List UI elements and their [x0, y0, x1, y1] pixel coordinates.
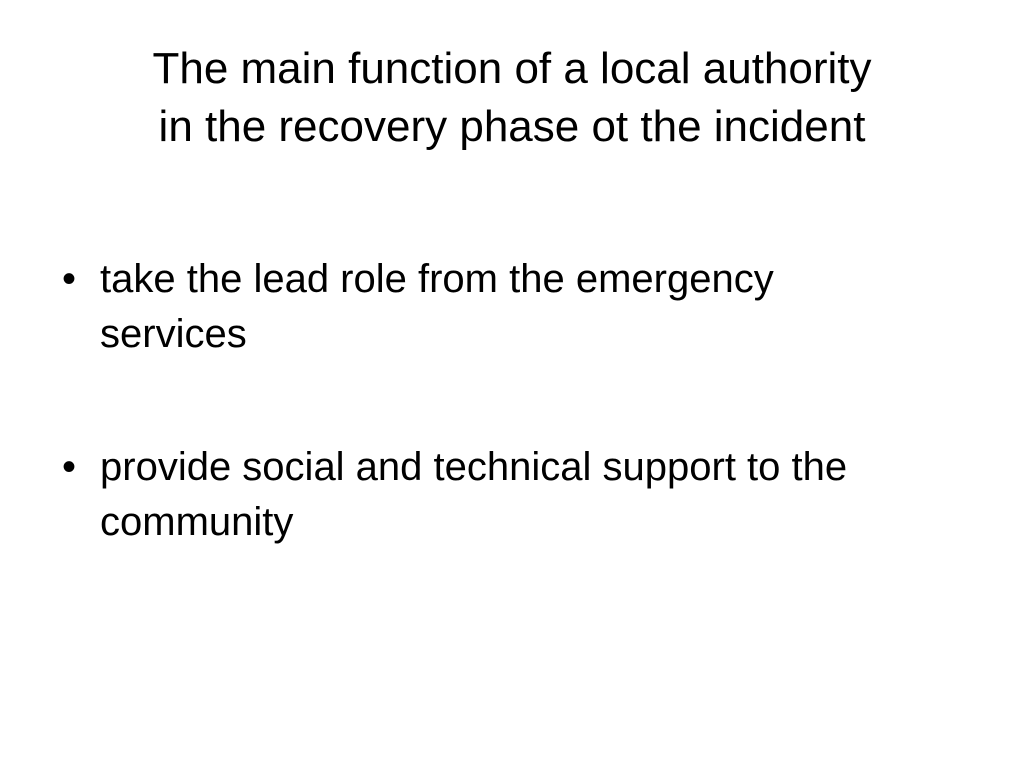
slide-title	[60, 40, 964, 156]
bullet-dot-icon: •	[62, 445, 77, 489]
bullet-list	[62, 252, 962, 628]
bullet-item-support	[62, 440, 962, 550]
bullet-text	[100, 252, 962, 362]
bullet-line: community	[100, 500, 294, 544]
bullet-line: services	[100, 312, 247, 356]
bullet-line: provide social and technical support to the	[100, 445, 848, 489]
slide-title-line-2: in the recovery phase ot the incident	[158, 102, 866, 151]
bullet-item-lead-role	[62, 252, 962, 362]
bullet-text	[100, 440, 962, 550]
bullet-line: take the lead role from the emergency	[100, 257, 774, 301]
slide-title-line-1: The main function of a local authority	[152, 44, 872, 93]
bullet-dot-icon: •	[62, 257, 77, 301]
